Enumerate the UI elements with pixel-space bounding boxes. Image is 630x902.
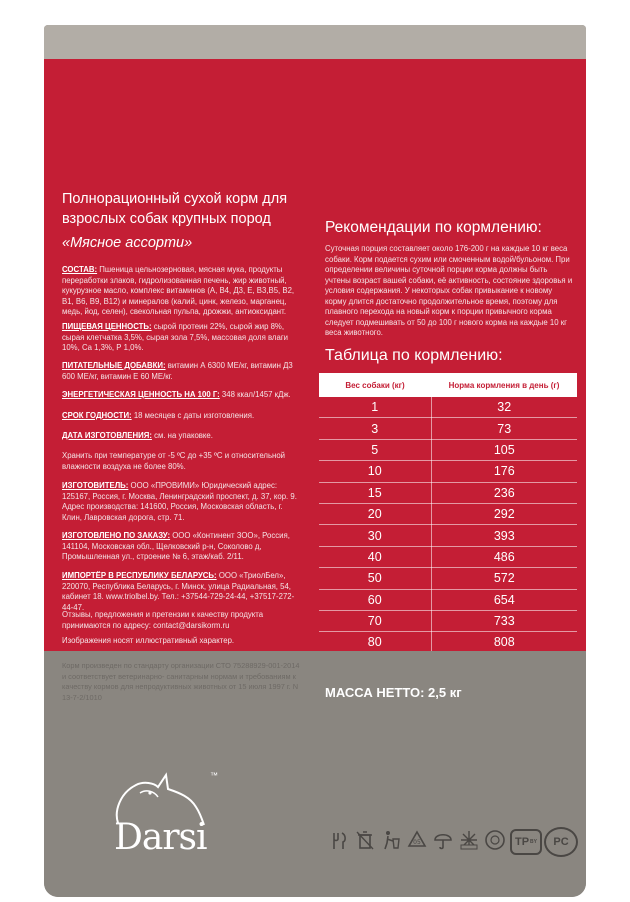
nutrition-text: сырой протеин 22%, сырой жир 8%, сырая клетчатка 3,5%, сырая зола 7,5%, массовая доля влаги 10%, Са 1,3%, Р 1,0%. [62,322,289,352]
grey-panel [44,651,586,897]
recommendations-title: Рекомендации по кормлению: [325,219,542,236]
importer-block [62,571,300,613]
composition-label: СОСТАВ: [62,265,98,274]
dog-weight-cell: 80 [319,632,431,653]
food-contact-icon [326,827,352,853]
dog-weight-cell: 30 [319,525,431,546]
storage-text: Хранить при температуре от -5 ºС до +35 ºС и относительной влажности воздуха не более 80%. [62,451,286,471]
order-block [62,531,300,563]
feeding-table-row [319,525,577,546]
composition-block [62,265,300,318]
additives-text: витамин А 6300 МЕ/кг, витамин Д3 600 МЕ/кг, витамин Е 60 МЕ/кг. [62,361,293,381]
package-top-seal [44,25,586,59]
dog-weight-cell: 1 [319,397,431,418]
daily-norm-cell: 176 [431,461,577,482]
feeding-table-title: Таблица по кормлению: [325,347,503,364]
additives-label: ПИТАТЕЛЬНЫЕ ДОБАВКИ: [62,361,166,370]
feeding-table-row [319,503,577,524]
feedback-text: Отзывы, предложения и претензии к качеству продукта принимаются по адресу: contact@darsikorm.ru [62,610,264,630]
dog-weight-cell: 40 [319,546,431,567]
illustration-note: Изображения носят иллюстративный характер. [62,636,235,645]
feeding-table-row [319,418,577,439]
eac-tr-sub: BY [530,839,537,845]
product-title-line1: Полнорационный сухой корм для [62,191,288,207]
feeding-table [319,373,577,654]
daily-norm-cell: 105 [431,439,577,460]
column-header-norm: Норма кормления в день (г) [431,373,577,397]
daily-norm-cell: 808 [431,632,577,653]
dog-weight-cell: 70 [319,610,431,631]
feeding-table-row [319,461,577,482]
feeding-table-row [319,439,577,460]
shelf-life-text: 18 месяцев с даты изготовления. [133,411,255,420]
package-back [44,25,586,897]
daily-norm-cell: 292 [431,503,577,524]
svg-text:05: 05 [413,839,421,846]
temperature-range-icon [456,827,482,853]
feeding-table-row [319,632,577,653]
feeding-table-row [319,482,577,503]
feeding-table-header [319,373,577,397]
daily-norm-cell: 733 [431,610,577,631]
manufacturer-label: ИЗГОТОВИТЕЛЬ: [62,481,129,490]
tidyman-icon [378,827,404,853]
shelf-life-label: СРОК ГОДНОСТИ: [62,411,132,420]
dog-weight-cell: 15 [319,482,431,503]
recommendations-text: Суточная порция составляет около 176-200 г на каждые 10 кг веса собаки. Корм подается сухим или смоченным водой/бульоном. При определении величины суточной порции корма должны быть учтены возраст вашей собаки, её активность, состояние здоровья и условия содержания. У некоторых собак привыкание к новому корму длится достаточно продолжительное время, поэтому для плавного перехода на новый корм к порции привычного корма следует подмешивать от 50 до 100 г нового корма на каждые 10 кг веса животного. [325,244,573,337]
production-date-text: см. на упаковке. [154,431,213,440]
daily-norm-cell: 73 [431,418,577,439]
daily-norm-cell: 32 [431,397,577,418]
manufacturer-block [62,481,300,523]
dog-weight-cell: 10 [319,461,431,482]
importer-text: ООО «ТриолБел», 220070, Республика Беларусь, г. Минск, улица Радиальная, 54, кабинет 18. www.triolbel.by. Тел.: +37544-729-24-44, +37517-272-44-47. [62,571,295,612]
daily-norm-cell: 654 [431,589,577,610]
brand-logo: Darsi [114,817,207,858]
shelf-life-block [62,411,300,422]
net-weight: МАССА НЕТТО: 2,5 кг [325,685,462,700]
feeding-table-row [319,610,577,631]
daily-norm-cell: 393 [431,525,577,546]
daily-norm-cell: 486 [431,546,577,567]
order-label: ИЗГОТОВЛЕНО ПО ЗАКАЗУ: [62,531,171,540]
column-header-weight: Вес собаки (кг) [319,373,431,397]
daily-norm-cell: 572 [431,568,577,589]
product-title [62,189,302,229]
feeding-table-body [319,397,577,653]
energy-label: ЭНЕРГЕТИЧЕСКАЯ ЦЕННОСТЬ НА 100 Г: [62,390,220,399]
feeding-table-row [319,397,577,418]
recycle-icon [404,827,430,853]
production-date-block [62,431,300,442]
trademark-symbol: ™ [210,771,218,780]
feeding-table-row [319,589,577,610]
product-title-line2: взрослых собак крупных пород [62,211,271,227]
importer-label: ИМПОРТЁР В РЕСПУБЛИКУ БЕЛАРУСЬ: [62,571,217,580]
keep-dry-umbrella-icon [430,827,456,853]
dog-weight-cell: 3 [319,418,431,439]
production-date-label: ДАТА ИЗГОТОВЛЕНИЯ: [62,431,152,440]
eco-circle-icon [482,827,508,853]
dog-weight-cell: 60 [319,589,431,610]
manufacturer-text: ООО «ПРОВИМИ» Юридический адрес: 125167, Россия, г. Москва, Ленинградский проспект, д. 37, кор. 9. Адрес производства: 141600, Россия, Московская область, г. Клин, Лавровская дорога, стр. 71. [62,481,297,522]
standard-text: Корм произведен по стандарту организации СТО 75288929-001-2014 и соответствует ветеринарно- санитарным нормам и требованиям к качеству кормов для непродуктивных животных от 15 июля 1997 г. N 13-7-2/1010 [62,661,300,702]
dog-weight-cell: 5 [319,439,431,460]
pct-cert-badge: PC [544,827,578,857]
feeding-table-row [319,546,577,567]
trash-bin-icon [352,827,378,853]
nutrition-label: ПИЩЕВАЯ ЦЕННОСТЬ: [62,322,152,331]
composition-text: Пшеница цельнозерновая, мясная мука, продукты переработки злаков, гидролизованная печень, жир животный, кукурузное масло, комплекс витаминов (А, В4, Д3, Е, В3,В5, В2, В1, В6, В9, В12) и минералов (калий, цинк, железо, марганец, медь, йод, селен), свекольная пульпа, дрожжи, антиоксидант. [62,265,295,316]
feeding-table-row [319,568,577,589]
dog-weight-cell: 50 [319,568,431,589]
product-subtitle: «Мясное ассорти» [62,235,193,251]
eac-tr-badge [510,829,542,855]
energy-text: 348 ккал/1457 кДж. [221,390,291,399]
daily-norm-cell: 236 [431,482,577,503]
eac-tr-text: TP [514,836,530,848]
order-text: ООО «Континент ЗОО», Россия, 141104, Московская обл., Щелковский р-н, Соколово д, Промышленная ул., строение № 6, этаж/каб. 2/11. [62,531,290,561]
energy-block [62,390,300,401]
nutrition-block [62,322,300,354]
red-panel [44,59,586,651]
dog-weight-cell: 20 [319,503,431,524]
additives-block [62,361,300,382]
